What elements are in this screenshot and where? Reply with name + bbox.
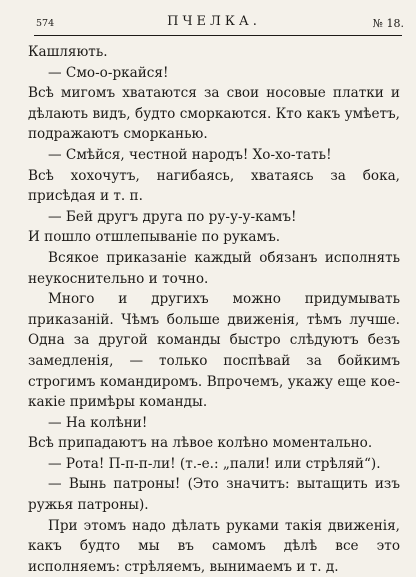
paragraph: Всѣ припадаютъ на лѣвое колѣно моментально.: [28, 435, 373, 452]
paragraph: И пошло отшлепываніе по рукамъ.: [28, 229, 281, 246]
page-header: [20, 12, 408, 32]
paragraph: — Смо-о-ркайся!: [48, 64, 169, 81]
paragraph: Кашляють.: [28, 44, 108, 60]
header-rule: [34, 35, 402, 36]
paragraph: Всякое приказаніе каждый обязанъ исполнять неукоснительно и точно.: [28, 249, 400, 287]
issue-number: № 18.: [372, 17, 404, 30]
page-number: 574: [36, 18, 55, 29]
paragraph: — На колѣни!: [48, 414, 148, 431]
paragraph: — Рота! П-п-п-ли! (т.-е.: „пали! или стрѣляй“).: [48, 455, 381, 472]
paragraph: Много и другихъ можно придумывать приказаній. Чѣмъ больше движенія, тѣмъ лучше. Одна за другой команды быстро слѣдуютъ безъ замедленія, — только поспѣвай за бойкимъ строгимъ командиромъ. Впрочемъ, укажу еще кое-какіе примѣры команды.: [28, 291, 400, 411]
paragraph: При этомъ надо дѣлать руками такія движенія, какъ будто мы въ самомъ дѣлѣ все это исполняемъ: стрѣляемъ, вынимаемъ и т. д.: [28, 517, 400, 575]
paragraph: Всѣ мигомъ хватаются за свои носовые платки и дѣлають видъ, будто сморкаются. Кто какъ умѣетъ, подражаютъ сморканью.: [28, 85, 400, 143]
running-title: ПЧЕЛКА.: [167, 14, 261, 29]
paragraph: — Вынь патроны! (Это значитъ: вытащить изъ ружья патроны).: [28, 476, 400, 514]
paragraph: — Бей другъ друга по ру-у-у-камъ!: [48, 208, 297, 225]
paragraph: — Смѣйся, честной народъ! Хо-хо-тать!: [48, 146, 332, 163]
paragraph: Всѣ хохочутъ, нагибаясь, хватаясь за бока, присѣдая и т. п.: [28, 167, 400, 205]
page-body: [20, 42, 408, 577]
